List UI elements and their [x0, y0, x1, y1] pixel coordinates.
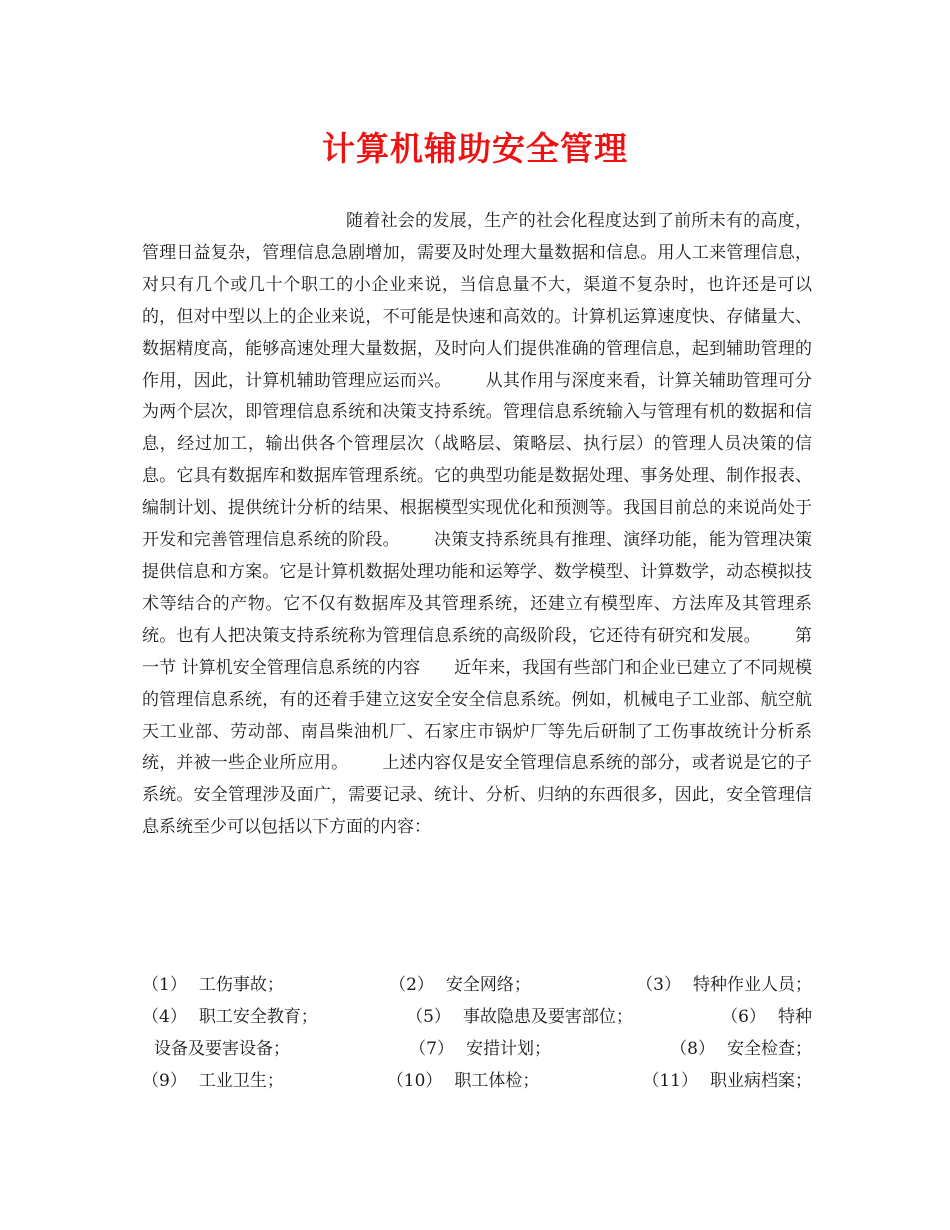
list-item: （9） 工业卫生； [142, 1070, 284, 1091]
list-item: （8） 安全检查； [670, 1038, 812, 1059]
paragraph-recent-years: 近年来，我国有些部门和企业已建立了不同规模的管理信息系统，有的还着手建立这安全安全信息系统。例如，机械电子工业部、航空航天工业部、劳动部、南昌柴油机厂、石家庄市锅炉厂等先后研制了工伤事故统计分析系统，并被一些企业所应用。 [142, 657, 813, 774]
list-item: （11） 职业病档案； [642, 1070, 812, 1091]
list-item: （2） 安全网络； [389, 975, 531, 995]
list-row [142, 1034, 812, 1066]
list-item: （6） 特种 [721, 1006, 812, 1027]
paragraph-levels: 从其作用与深度来看，计算关辅助管理可分为两个层次，即管理信息系统和决策支持系统。管理信息系统输入与管理有机的数据和信息，经过加工，输出供各个管理层次（战略层、策略层、执行层）的管理人员决策的信息。它具有数据库和数据库管理系统。它的典型功能是数据处理、事务处理、制作报表、编制计划、提供统计分析的结果、根据模型实现优化和预测等。我国目前总的来说尚处于开发和完善管理信息系统的阶段。 [142, 370, 813, 551]
paragraph-contents: 上述内容仅是安全管理信息系统的部分，或者说是它的子系统。安全管理涉及面广，需要记录、统计、分析、归纳的东西很多，因此，安全管理信息系统至少可以包括以下方面的内容： [142, 753, 813, 838]
list-row [142, 1066, 812, 1098]
list-row [142, 1002, 812, 1034]
document-body [142, 206, 812, 844]
contents-list [142, 970, 812, 1098]
paragraph-intro: 随着社会的发展，生产的社会化程度达到了前所未有的高度，管理日益复杂，管理信息急剧增加，需要及时处理大量数据和信息。用人工来管理信息，对只有几个或几十个职工的小企业来说，当信息量不大，渠道不复杂时，也许还是可以的，但对中型以上的企业来说，不可能是快速和高效的。计算机运算速度快、存储量大、数据精度高，能够高速处理大量数据，及时向人们提供准确的管理信息，起到辅助管理的作用，因此，计算机辅助管理应运而兴。 [142, 211, 812, 391]
list-item: （3） 特种作业人员； [636, 975, 812, 995]
list-item: （5） 事故隐患及要害部位； [406, 1006, 633, 1027]
paragraph-decision-support: 决策支持系统具有推理、演绎功能，能为管理决策提供信息和方案。它是计算机数据处理功能和运筹学、数学模型、计算数学，动态模拟技术等结合的产物。它不仅有数据库及其管理系统，还建立有模型库、方法库及其管理系统。也有人把决策支持系统称为管理信息系统的高级阶段，它还待有研究和发展。 [142, 530, 813, 646]
list-item: 设备及要害设备； [154, 1038, 290, 1059]
list-item: （1） 工伤事故； [142, 975, 284, 995]
list-item: （7） 安措计划； [409, 1038, 551, 1059]
body-paragraph [142, 206, 812, 844]
list-item: （10） 职工体检； [386, 1070, 540, 1091]
page-title: 计算机辅助安全管理 [322, 129, 628, 168]
list-item: （4） 职工安全教育； [142, 1006, 318, 1027]
section-heading: 第一节 计算机安全管理信息系统的内容 [142, 625, 813, 678]
list-row [142, 970, 812, 1002]
